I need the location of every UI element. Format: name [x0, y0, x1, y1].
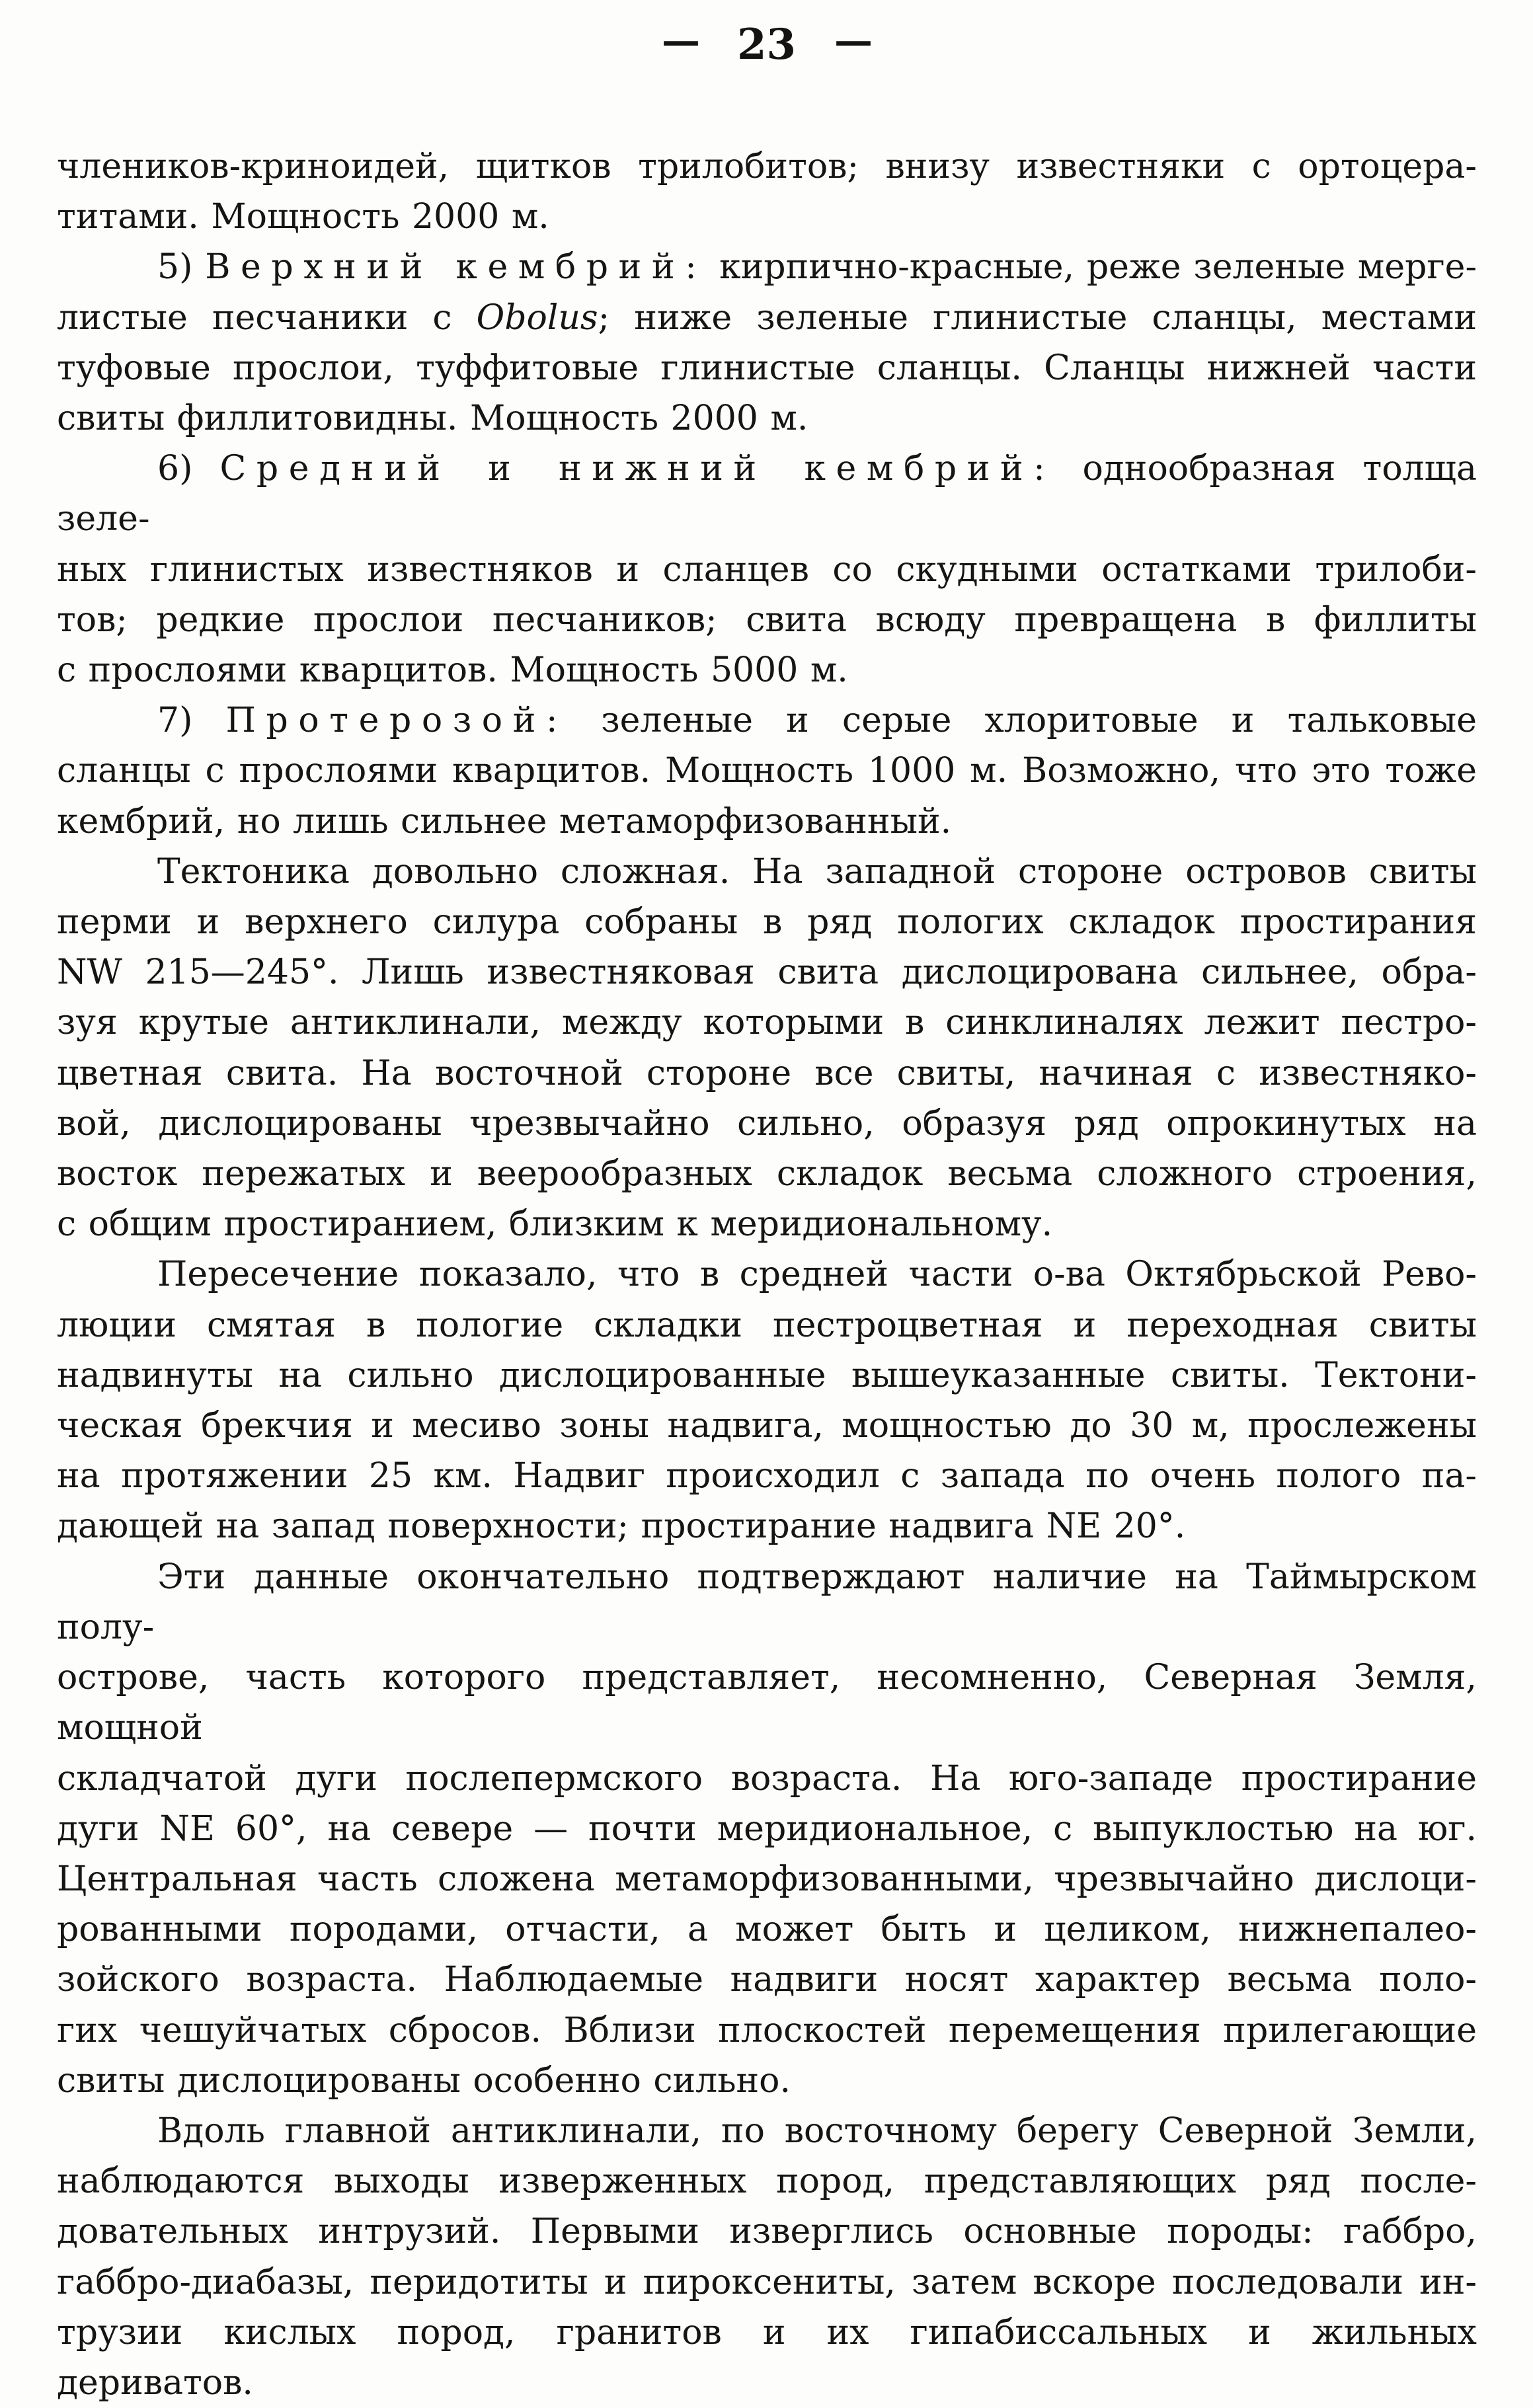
text-segment: зойского возраста. Наблюдаемые надвиги носят характер весьма поло- — [57, 1960, 1477, 2000]
text-line — [57, 393, 1477, 444]
text-line — [57, 897, 1477, 947]
text-line — [57, 293, 1477, 343]
text-line — [57, 1149, 1477, 1199]
text-segment: кембрий, но лишь сильнее метаморфизованный. — [57, 801, 952, 841]
text-line — [57, 1048, 1477, 1099]
text-line — [57, 947, 1477, 997]
text-line — [57, 2358, 1477, 2408]
text-line — [57, 746, 1477, 796]
text-line — [57, 1249, 1477, 1300]
text-segment: восток пережатых и веерообразных складок весьма сложного строения, — [57, 1154, 1477, 1194]
text-line — [57, 1804, 1477, 1854]
text-line — [57, 1099, 1477, 1149]
text-line — [57, 2106, 1477, 2156]
text-segment: свиты филлитовидны. Мощность 2000 м. — [57, 399, 808, 439]
text-line — [57, 1652, 1477, 1753]
text-segment: тов; редкие прослои песчаников; свита всюду превращена в филлиты — [57, 600, 1477, 640]
text-segment: 6) — [157, 449, 220, 489]
text-line — [57, 2257, 1477, 2308]
text-line — [57, 695, 1477, 746]
text-segment: листые песчаники с — [57, 297, 477, 338]
text-segment: с прослоями кварцитов. Мощность 5000 м. — [57, 650, 848, 691]
text-segment: дающей на запад поверхности; простирание надвига NE 20°. — [57, 1506, 1186, 1547]
text-line — [57, 997, 1477, 1048]
text-segment: Пересечение показало, что в средней части о-ва Октябрьской Рево- — [157, 1255, 1477, 1295]
text-segment: рованными породами, отчасти, а может быть и целиком, нижнепалео- — [57, 1910, 1477, 1950]
text-segment: трузии кислых пород, гранитов и их гипабиссальных и жильных — [57, 2312, 1477, 2352]
text-line — [57, 645, 1477, 695]
text-segment: сланцы с прослоями кварцитов. Мощность 1000 м. Возможно, что это тоже — [57, 751, 1477, 791]
text-line — [57, 2156, 1477, 2206]
text-segment: члеников-криноидей, щитков трилобитов; внизу известняки с ортоцера- — [57, 147, 1477, 186]
text-segment: Вдоль главной антиклинали, по восточному берегу Северной Земли, — [157, 2111, 1477, 2151]
text-line — [57, 1300, 1477, 1350]
text-segment: вой, дислоцированы чрезвычайно сильно, образуя ряд опрокинутых на — [57, 1103, 1477, 1144]
text-line — [57, 1451, 1477, 1501]
text-segment: острове, часть которого представляет, несомненно, Северная Земля, мощной — [57, 1658, 1477, 1748]
text-line — [57, 141, 1477, 192]
text-line — [57, 1552, 1477, 1652]
text-segment: NW 215—245°. Лишь известняковая свита дислоцирована сильнее, обра- — [57, 952, 1477, 993]
text-segment: надвинуты на сильно дислоцированные вышеуказанные свиты. Тектони- — [57, 1355, 1477, 1395]
text-segment: 7) — [157, 701, 226, 741]
text-line — [57, 847, 1477, 897]
page-number-header — [0, 20, 1533, 69]
text-line — [57, 2005, 1477, 2056]
text-segment: дуги NE 60°, на севере — почти меридиональное, с выпуклостью на юг. — [57, 1808, 1477, 1849]
text-segment: Эти данные окончательно подтверждают наличие на Таймырском полу- — [57, 1557, 1477, 1647]
text-line — [57, 1199, 1477, 1249]
text-line — [57, 796, 1477, 847]
text-segment: Тектоника довольно сложная. На западной стороне островов свиты — [157, 851, 1477, 892]
text-segment: Центральная часть сложена метаморфизованными, чрезвычайно дислоци- — [57, 1859, 1477, 1899]
text-line — [57, 1854, 1477, 1904]
spaced-heading: Средний и нижний кембрий: — [219, 449, 1056, 489]
text-line — [57, 192, 1477, 242]
text-line — [57, 242, 1477, 292]
text-segment: складчатой дуги послепермского возраста. На юго-западе простирание — [57, 1758, 1477, 1799]
text-line — [57, 1401, 1477, 1451]
text-line — [57, 595, 1477, 645]
text-segment: довательных интрузий. Первыми изверглись основные породы: габбро, — [57, 2212, 1477, 2252]
text-segment: зуя крутые антиклинали, между которыми в синклиналях лежит пестро- — [57, 1003, 1477, 1043]
header-dash-right: — — [834, 18, 872, 63]
text-segment: ных глинистых известняков и сланцев со скудными остатками трилоби- — [57, 549, 1477, 590]
text-segment: ческая брекчия и месиво зоны надвига, мощностью до 30 м, прослежены — [57, 1406, 1477, 1446]
text-line — [57, 1501, 1477, 1551]
text-segment: на протяжении 25 км. Надвиг происходил с запада по очень полого па- — [57, 1456, 1477, 1496]
text-segment: наблюдаются выходы изверженных пород, представляющих ряд после- — [57, 2161, 1477, 2202]
text-line — [57, 1350, 1477, 1401]
text-segment: туфовые прослои, туффитовые глинистые сланцы. Сланцы нижней части — [57, 348, 1477, 388]
spaced-heading: Верхний кембрий: — [205, 247, 707, 288]
text-segment: дериватов. — [57, 2362, 253, 2403]
italic-genus-term: Obolus — [476, 297, 598, 338]
text-line — [57, 2206, 1477, 2257]
text-line — [57, 1955, 1477, 2005]
spaced-heading: Протерозой: — [225, 701, 569, 741]
header-dash-left: — — [661, 18, 699, 63]
text-segment: люции смятая в пологие складки пестроцветная и переходная свиты — [57, 1305, 1477, 1345]
page-number: 23 — [736, 20, 797, 69]
text-segment: с общим простиранием, близким к меридиональному. — [57, 1204, 1053, 1245]
text-line — [57, 1754, 1477, 1804]
text-segment: цветная свита. На восточной стороне все свиты, начиная с известняко- — [57, 1053, 1477, 1093]
text-segment: 5) — [157, 247, 206, 288]
text-segment: габбро-диабазы, перидотиты и пироксениты, затем вскоре последовали ин- — [57, 2262, 1477, 2302]
text-line — [57, 444, 1477, 544]
text-segment: однообразная толща зеле- — [57, 449, 1477, 539]
text-segment: гих чешуйчатых сбросов. Вблизи плоскостей перемещения прилегающие — [57, 2010, 1477, 2050]
text-line — [57, 2056, 1477, 2106]
text-line — [57, 343, 1477, 393]
text-segment: кирпично-красные, реже зеленые мерге- — [707, 247, 1477, 288]
text-segment: зеленые и серые хлоритовые и тальковые — [568, 701, 1477, 741]
text-line — [57, 2308, 1477, 2358]
text-segment: перми и верхнего силура собраны в ряд пологих складок простирания — [57, 902, 1477, 943]
text-line — [57, 545, 1477, 595]
text-segment: титами. Мощность 2000 м. — [57, 197, 549, 237]
text-segment: ; ниже зеленые глинистые сланцы, местами — [598, 297, 1477, 338]
text-segment: свиты дислоцированы особенно сильно. — [57, 2060, 791, 2101]
text-line — [57, 1904, 1477, 1955]
text-block — [57, 141, 1477, 2408]
